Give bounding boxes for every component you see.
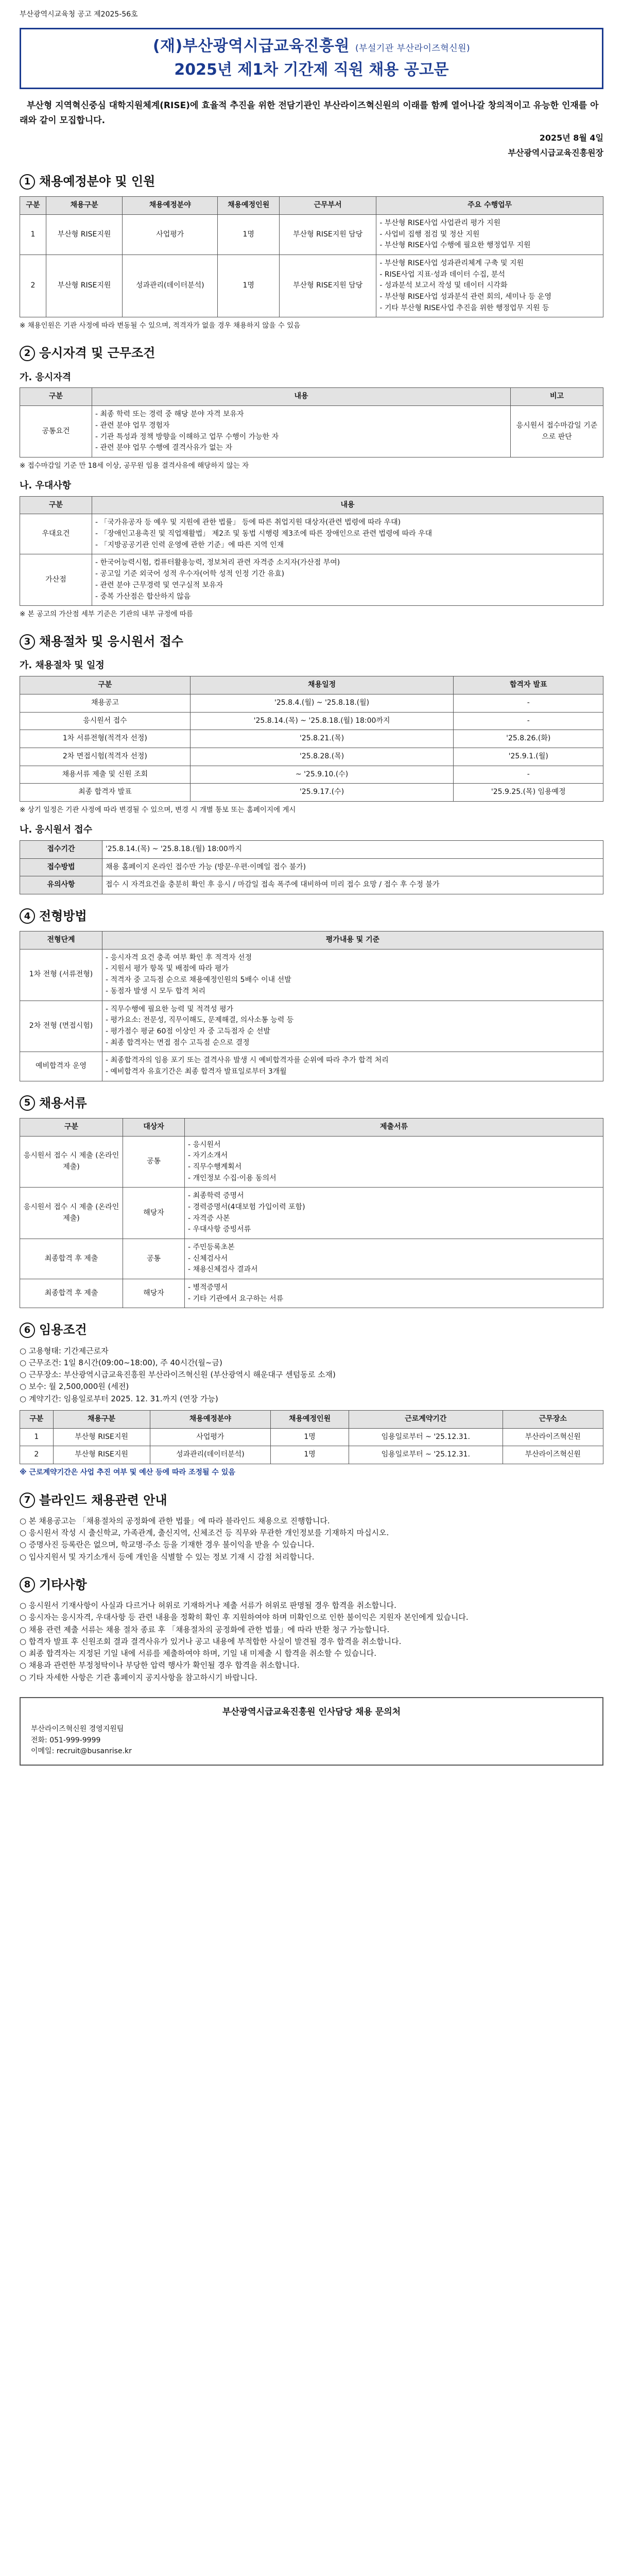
list-item: - 최종 학력 또는 경력 중 해당 분야 자격 보유자 [95, 410, 244, 419]
contract-cell: 2 [20, 1446, 54, 1464]
document-list [185, 1188, 603, 1239]
table-row [20, 694, 603, 712]
application-table [20, 840, 603, 894]
bullet-list [95, 409, 507, 454]
table-row [20, 1001, 603, 1052]
contact-line: 전화: 051-999-9999 [31, 1736, 101, 1744]
schedule-step: 2차 면접시험(적격자 선정) [20, 748, 191, 766]
list-item: - 신체검사서 [188, 1254, 228, 1263]
list-item: - 동점자 발생 시 모두 합격 처리 [106, 987, 206, 995]
bullet-list [95, 517, 600, 551]
list-item: - 관련 분야 업무 경험자 [95, 421, 170, 430]
table-row [20, 712, 603, 730]
list-item: - 지원서 평가 항목 및 배점에 따라 평가 [106, 964, 229, 973]
recruitment-table: 구분 채용구분 채용예정분야 채용예정인원 근무부서 주요 수행업무 1 부산형 RISE지원 사업평가 1명 부산형 RISE지원 담당 - 부산형 RISE사업 사업관리 평가 지원 - 사업비 집행 점검 및 정산 지원 - 부산형 RISE사업 수행에 필요한 행정업무 지원 2 부산형 RISE지원 성과관리(데이터분석) 1명 부산형 RISE지원 담당 - 부산형 RISE사업 성과관리체계 구축 및 지원 - RISE사업 지표·성과 데이터 수집, 분석 - 성과분석 보고서 작성 및 데이터 시각화 - 부산형 RISE사업 성과분석 관련 회의, 세미나 등 운영 - 기타 부산형 RISE사업 추진을 위한 행정업무 지원 등 [20, 196, 603, 317]
contract-cell: 부산형 RISE지원 [53, 1446, 150, 1464]
section-1-note: ※ 채용인원은 기관 사정에 따라 변동될 수 있으며, 적격자가 없을 경우 채용하지 않을 수 있음 [20, 321, 301, 330]
list-item: - 최종학력 증명서 [188, 1192, 244, 1200]
schedule-date: ~ '25.9.10.(수) [190, 766, 454, 784]
table-row [20, 554, 603, 606]
list-item: - 관련 분야 근무경력 및 연구실적 보유자 [95, 581, 223, 589]
table-row [20, 784, 603, 802]
list-item: - 부산형 RISE사업 성과관리체계 구축 및 지원 [379, 259, 524, 267]
schedule-step: 1차 서류전형(적격자 선정) [20, 730, 191, 748]
table-row [20, 1446, 603, 1464]
apply-label: 접수기간 [20, 840, 102, 858]
list-item: - 관련 분야 업무 수행에 결격사유가 없는 자 [95, 444, 233, 452]
contact-box [20, 1697, 603, 1766]
list-item: - 개인정보 수집·이용 동의서 [188, 1174, 276, 1182]
apply-value: 채용 홈페이지 온라인 접수만 가능 (방문·우편·이메일 접수 불가) [102, 858, 603, 876]
blind-item: ○ 증명사진 등록란은 없으며, 학교명·주소 등을 기재한 경우 불이익을 받을 수 있습니다. [20, 1540, 315, 1550]
document-target: 공통 [123, 1136, 185, 1188]
notice-page: 부산광역시교육청 공고 제2025-56호 (재)부산광역시급교육진흥원 (부설기관 부산라이즈혁신원) 2025년 제1차 기간제 직원 채용 공고문 부산형 지역혁신중심 대학지원체계(RISE)에 효율적 추진을 위한 전담기관인 부산라이즈혁신원의 이래를 함께 열어나갈 창의적이고 유능한 인재를 아래와 같이 모집합니다. 2025년 8월 4일 부산광역시급교육진흥원장 1 채용예정분야 및 인원 구분 채용구분 채용예정분야 채용예정인원 근무부서 주요 수행업무 1 부산형 RISE지원 사업평가 1명 부산형 RISE지원 담당 - 부산형 RISE사업 사업관리 평가 지원 - 사업비 집행 점검 및 정산 지원 - 부산형 RISE사업 수행에 필요한 행정업무 지원 2 부산형 RISE지원 성과관리(데이터분석) 1명 부산형 RISE지원 담당 - 부산형 RISE사업 성과관리체계 구축 및 지원 - RISE사업 지표·성과 데이터 수집, 분석 - 성과분석 보고서 작성 및 데이터 시각화 - 부산형 RISE사업 성과분석 관련 회의, 세미나 등 운영 - 기타 부산형 RISE사업 추진을 위한 행정업무 지원 등 ※ 채용인원은 기관 사정에 따라 변동될 수 있으며, 적격자가 없을 경우 채용하지 않을 수 있음 2 응시자격 및 근무조건 가. 응시자격 구분 내용 비고 공통요건 - 최종 학력 또는 경력 중 해당 분야 자격 보유자 - 관련 분야 업무 경험자 - 기관 특성과 정책 방향을 이해하고 업무 수행이 가능한 자 - 관련 분야 업무 수행에 결격사유가 없는 자 응시원서 접수마감일 기준으로 판단 ※ 접수마감일 기준 만 18세 이상, 공무원 임용 결격사유에 해당하지 않는 자 나. 우대사항 구분 내용 우대요건 - 「국가유공자 등 예우 및 지원에 관한 법률」 등에 따른 취업지원 대상자(관련 법령에 따라 우대) - 「장애인고용촉진 및 직업재활법」 제2조 및 동법 시행령 제3조에 따른 장애인으로 관련 법령에 따라 우대 - 「지방공공기관 인력 운영에 관한 기준」에 따른 지역 인재 가산점 - 한국어능력시험, 컴퓨터활용능력, 정보처리 관련 자격증 소지자(가산점 부여) - 공고일 기준 외국어 성적 우수자(어학 성적 인정 기간 유효) - 관련 분야 근무경력 및 연구실적 보유자 - 중복 가산점은 합산하지 않음 ※ 본 공고의 가산점 세부 기준은 기관의 내부 규정에 따름 3 채용절차 및 응시원서 접수 가. 채용절차 및 일정 구분 채용일정 합격자 발표 채용공고 '25.8.4.(월) ~ '25.8.18.(월) - 응시원서 접수 '25.8.14.(목) ~ '25.8.18.(월) 18:00까지 - 1차 서류전형(적격자 선정) '25.8.21.(목) '25.8.26.(화) 2차 면접시험(적격자 선정) '25.8.28.(목) '25.9.1.(월) 채용서류 제출 및 신원 조회 ~ '25.9.10.(수) - 최종 합격자 발표 '25.9.17.(수) '25.9.25.(목) 임용예정 ※ 상기 일정은 기관 사정에 따라 변경될 수 있으며, 변경 시 개별 통보 또는 홈페이지에 게시 나. 응시원서 접수 접수기간 '25.8.14.(목) ~ '25.8.18.(월) 18:00까지 접수방법 채용 홈페이지 온라인 접수만 가능 (방문·우편·이메일 접수 불가) 유의사항 접수 시 자격요건을 충분히 확인 후 응시 / 마감일 접속 폭주에 대비하여 미리 접수 요망 / 접수 후 수정 불가 4 전형방법 전형단계 평가내용 및 기준 1차 전형 (서류전형) - 응시자격 요건 충족 여부 확인 후 적격자 선정 - 지원서 평가 항목 및 배점에 따라 평가 - 적격자 중 고득점 순으로 채용예정인원의 5배수 이내 선발 - 동점자 발생 시 모두 합격 처리 2차 전형 (면접시험) - 직무수행에 필요한 능력 및 적격성 평가 - 평가요소: 전문성, 직무이해도, 문제해결, 의사소통 능력 등 - 평가점수 평균 60점 이상인 자 중 고득점자 순 선발 - 최종 합격자는 면접 점수 고득점 순으로 결정 예비합격자 운영 - 최종합격자의 임용 포기 또는 결격사유 발생 시 예비합격자를 순위에 따라 추가 합격 처리 - 예비합격자 유효기간은 최종 합격자 발표일로부터 3개월 5 채용서류 구분 대상자 제출서류 응시원서 접수 시 제출 (온라인 제출) 공통 - 응시원서 - 자기소개서 - 직무수행계획서 - 개인정보 수집·이용 동의서 응시원서 접수 시 제출 (온라인 제출) 해당자 - 최종학력 증명서 - 경력증명서(4대보험 가입이력 포함) - 자격증 사본 - 우대사항 증빙서류 최종합격 후 제출 공통 - 주민등록초본 - 신체검사서 - 채용신체검사 결과서 최종합격 후 제출 해당자 - 병적증명서 - 기타 기관에서 요구하는 서류 6 임용조건 ○ 고용형태: 기간제근로자 ○ 근무조건: 1일 8시간(09:00~18:00), 주 40시간(월~금) ○ 근무장소: 부산광역시급교육진흥원 부산라이즈혁신원 (부산광역시 해운대구 센텀동로 소재) ○ 보수: 월 2,500,000원 (세전) ○ 계약기간: 임용일로부터 2025. 12. 31.까지 (연장 가능) 구분 채용구분 채용예정분야 채용예정인원 근로계약기간 근무장소 1 부산형 RISE지원 사업평가 1명 임용일로부터 ~ '25.12.31. 부산라이즈혁신원 2 부산형 RISE지원 성과관리(데이터분석) 1명 임용일로부터 ~ '25.12.31. 부산라이즈혁신원 ※ 근로계약기간은 사업 추진 여부 및 예산 등에 따라 조정될 수 있음 7 블라인드 채용관련 안내 ○ 본 채용공고는 「채용절차의 공정화에 관한 법률」에 따라 블라인드 채용으로 진행합니다. ○ 응시원서 작성 시 출신학교, 가족관계, 출신지역, 신체조건 등 직무와 무관한 개인정보를 기재하지 마십시오. ○ 증명사진 등록란은 없으며, 학교명·주소 등을 기재한 경우 불이익을 받을 수 있습니다. ○ 입사지원서 및 자기소개서 등에 개인을 식별할 수 있는 정보 기재 시 감점 처리합니다. 8 기타사항 ○ 응시원서 기재사항이 사실과 다르거나 허위로 기재하거나 제출 서류가 허위로 판명될 경우 합격을 취소합니다. ○ 응시자는 응시자격, 우대사항 등 관련 내용을 정확히 확인 후 지원하여야 하며 미확인으로 인한 불이익은 지원자 본인에게 있습니다. ○ 채용 관련 제출 서류는 채용 절차 종료 후 「채용절차의 공정화에 관한 법률」에 따라 반환 청구 가능합니다. ○ 합격자 발표 후 신원조회 결과 결격사유가 있거나 공고 내용에 부적합한 사실이 발견될 경우 합격을 취소합니다. ○ 최종 합격자는 지정된 기일 내에 서류를 제출하여야 하며, 기일 내 미제출 시 합격을 취소할 수 있습니다. ○ 채용과 관련한 부정청탁이나 부당한 압력 행사가 확인될 경우 합격을 취소합니다. ○ 기타 자세한 사항은 기관 홈페이지 공지사항을 참고하시기 바랍니다. 부산광역시급교육진흥원 인사담당 채용 문의처 부산라이즈혁신원 경영지원팀 전화: 051-999-9999 이메일: recruit@busanrise.kr [0, 0, 623, 1786]
table-row [20, 514, 603, 554]
contract-cell: 사업평가 [150, 1428, 271, 1446]
document-list [185, 1136, 603, 1188]
qualification-note: 응시원서 접수마감일 기준으로 판단 [511, 406, 603, 457]
bullet-list [379, 258, 600, 314]
section-5-title: 5 채용서류 [20, 1094, 603, 1113]
selection-stage: 2차 전형 (면접시험) [20, 1001, 102, 1052]
list-item: - 적격자 중 고득점 순으로 채용예정인원의 5배수 이내 선발 [106, 976, 291, 985]
list-item: - 기타 부산형 RISE사업 추진을 위한 행정업무 지원 등 [379, 303, 549, 312]
section-number: 1 [20, 174, 35, 190]
list-item: - 경력증명서(4대보험 가입이력 포함) [188, 1202, 305, 1211]
bullet-list [379, 218, 600, 251]
list-item: - 자기소개서 [188, 1151, 228, 1160]
preference-table: 구분 내용 우대요건 - 「국가유공자 등 예우 및 지원에 관한 법률」 등에 따른 취업지원 대상자(관련 법령에 따라 우대) - 「장애인고용촉진 및 직업재활법」 제2조 및 동법 시행령 제3조에 따른 장애인으로 관련 법령에 따라 우대 - 「지방공공기관 인력 운영에 관한 기준」에 따른 지역 인재 가산점 - 한국어능력시험, 컴퓨터활용능력, 정보처리 관련 자격증 소지자(가산점 부여) - 공고일 기준 외국어 성적 우수자(어학 성적 인정 기간 유효) - 관련 분야 근무경력 및 연구실적 보유자 - 중복 가산점은 합산하지 않음 [20, 496, 603, 606]
list-item: - 최종 합격자는 면접 점수 고득점 순으로 결정 [106, 1038, 250, 1047]
list-item: - 「지방공공기관 인력 운영에 관한 기준」에 따른 지역 인재 [95, 540, 284, 549]
condition-item: ○ 보수: 월 2,500,000원 (세전) [20, 1382, 129, 1392]
blind-item: ○ 입사지원서 및 자기소개서 등에 개인을 식별할 수 있는 정보 기재 시 감점 처리합니다. [20, 1552, 315, 1562]
condition-item: ○ 계약기간: 임용일로부터 2025. 12. 31.까지 (연장 가능) [20, 1394, 218, 1403]
document-target: 해당자 [123, 1279, 185, 1308]
department: 부산형 RISE지원 담당 [280, 214, 376, 255]
notice-date: 2025년 8월 4일 [539, 133, 603, 143]
bullet-list [188, 1242, 600, 1276]
section-6-title: 6 임용조건 [20, 1320, 603, 1340]
list-item: - 평가요소: 전문성, 직무이해도, 문제해결, 의사소통 능력 등 [106, 1016, 294, 1025]
duties-cell [376, 214, 603, 255]
contract-cell: 성과관리(데이터분석) [150, 1446, 271, 1464]
bullet-list [188, 1282, 600, 1304]
selection-criteria [102, 1001, 603, 1052]
bullet-list [106, 1055, 600, 1077]
condition-item: ○ 고용형태: 기간제근로자 [20, 1346, 109, 1355]
result-date: '25.9.1.(월) [454, 748, 603, 766]
row-number: 1 [20, 214, 46, 255]
schedule-table: 구분 채용일정 합격자 발표 채용공고 '25.8.4.(월) ~ '25.8.18.(월) - 응시원서 접수 '25.8.14.(목) ~ '25.8.18.(월) 18:00까지 - 1차 서류전형(적격자 선정) '25.8.21.(목) '25.8.26.(화) 2차 면접시험(적격자 선정) '25.8.28.(목) '25.9.1.(월) 채용서류 제출 및 신원 조회 ~ '25.9.10.(수) - 최종 합격자 발표 '25.9.17.(수) '25.9.25.(목) 임용예정 [20, 676, 603, 802]
table-row [20, 730, 603, 748]
bullet-list [188, 1140, 600, 1184]
document-group: 최종합격 후 제출 [20, 1279, 123, 1308]
other-item: ○ 채용 관련 제출 서류는 채용 절차 종료 후 「채용절차의 공정화에 관한 법률」에 따라 반환 청구 가능합니다. [20, 1624, 390, 1634]
table-row [20, 766, 603, 784]
bullet-list [95, 557, 600, 602]
table-row [20, 1239, 603, 1279]
selection-stage: 예비합격자 운영 [20, 1052, 102, 1081]
list-item: - 우대사항 증빙서류 [188, 1225, 251, 1234]
table-row [20, 840, 603, 858]
list-item: - 부산형 RISE사업 사업관리 평가 지원 [379, 218, 501, 227]
title-box [20, 28, 603, 89]
contract-cell: 1명 [271, 1446, 349, 1464]
documents-table: 구분 대상자 제출서류 응시원서 접수 시 제출 (온라인 제출) 공통 - 응시원서 - 자기소개서 - 직무수행계획서 - 개인정보 수집·이용 동의서 응시원서 접수 시 제출 (온라인 제출) 해당자 - 최종학력 증명서 - 경력증명서(4대보험 가입이력 포함) - 자격증 사본 - 우대사항 증빙서류 최종합격 후 제출 공통 - 주민등록초본 - 신체검사서 - 채용신체검사 결과서 최종합격 후 제출 해당자 - 병적증명서 - 기타 기관에서 요구하는 서류 [20, 1118, 603, 1309]
list-item: - 최종합격자의 임용 포기 또는 결격사유 발생 시 예비합격자를 순위에 따라 추가 합격 처리 [106, 1056, 389, 1065]
table-row [20, 1279, 603, 1308]
document-list [185, 1279, 603, 1308]
list-item: - 중복 가산점은 합산하지 않음 [95, 592, 191, 601]
list-item: - 부산형 RISE사업 수행에 필요한 행정업무 지원 [379, 241, 531, 250]
table-row [20, 1428, 603, 1446]
document-list [185, 1239, 603, 1279]
title-subtitle: (부설기관 부산라이즈혁신원) [355, 43, 471, 54]
duties-cell [376, 255, 603, 317]
contract-cell: 1 [20, 1428, 54, 1446]
document-target: 해당자 [123, 1188, 185, 1239]
selection-table: 전형단계 평가내용 및 기준 1차 전형 (서류전형) - 응시자격 요건 충족 여부 확인 후 적격자 선정 - 지원서 평가 항목 및 배점에 따라 평가 - 적격자 중 고득점 순으로 채용예정인원의 5배수 이내 선발 - 동점자 발생 시 모두 합격 처리 2차 전형 (면접시험) - 직무수행에 필요한 능력 및 적격성 평가 - 평가요소: 전문성, 직무이해도, 문제해결, 의사소통 능력 등 - 평가점수 평균 60점 이상인 자 중 고득점자 순 선발 - 최종 합격자는 면접 점수 고득점 순으로 결정 예비합격자 운영 - 최종합격자의 임용 포기 또는 결격사유 발생 시 예비합격자를 순위에 따라 추가 합격 처리 - 예비합격자 유효기간은 최종 합격자 발표일로부터 3개월 [20, 931, 603, 1081]
apply-label: 유의사항 [20, 876, 102, 894]
row-number: 2 [20, 255, 46, 317]
list-item: - 평가점수 평균 60점 이상인 자 중 고득점자 순 선발 [106, 1027, 270, 1036]
schedule-date: '25.9.17.(수) [190, 784, 454, 802]
title-notice: 2025년 제1차 기간제 직원 채용 공고문 [174, 61, 449, 79]
qualification-type: 공통요건 [20, 406, 92, 457]
table-row [20, 1052, 603, 1081]
table-row [20, 406, 603, 457]
schedule-date: '25.8.4.(월) ~ '25.8.18.(월) [190, 694, 454, 712]
schedule-date: '25.8.21.(목) [190, 730, 454, 748]
selection-stage: 1차 전형 (서류전형) [20, 949, 102, 1001]
table-row [20, 1188, 603, 1239]
other-item: ○ 응시자는 응시자격, 우대사항 등 관련 내용을 정확히 확인 후 지원하여야 하며 미확인으로 인한 불이익은 지원자 본인에게 있습니다. [20, 1613, 469, 1622]
organization-sign: 부산광역시급교육진흥원장 [508, 148, 603, 158]
preference-subtitle: 나. 우대사항 [20, 480, 72, 491]
schedule-step: 채용공고 [20, 694, 191, 712]
schedule-step: 채용서류 제출 및 신원 조회 [20, 766, 191, 784]
table-row [20, 214, 603, 255]
table-row [20, 949, 603, 1001]
apply-value: 접수 시 자격요건을 충분히 확인 후 응시 / 마감일 접속 폭주에 대비하여 미리 접수 요망 / 접수 후 수정 불가 [102, 876, 603, 894]
bullet-list [106, 953, 600, 997]
section-2-title: 2 응시자격 및 근무조건 [20, 344, 603, 363]
section-7-title: 7 블라인드 채용관련 안내 [20, 1491, 603, 1510]
contract-cell: 부산형 RISE지원 [53, 1428, 150, 1446]
list-item: - 성과분석 보고서 작성 및 데이터 시각화 [379, 281, 508, 290]
result-date: - [454, 712, 603, 730]
schedule-date: '25.8.14.(목) ~ '25.8.18.(월) 18:00까지 [190, 712, 454, 730]
list-item: - 응시원서 [188, 1140, 221, 1149]
list-item: - 한국어능력시험, 컴퓨터활용능력, 정보처리 관련 자격증 소지자(가산점 부여) [95, 558, 340, 567]
result-date: - [454, 766, 603, 784]
title-main: (재)부산광역시급교육진흥원 [152, 37, 350, 55]
recruit-field: 성과관리(데이터분석) [123, 255, 218, 317]
other-item: ○ 응시원서 기재사항이 사실과 다르거나 허위로 기재하거나 제출 서류가 허위로 판명될 경우 합격을 취소합니다. [20, 1601, 396, 1610]
table-row [20, 748, 603, 766]
intro-text: 부산형 지역혁신중심 대학지원체계(RISE)에 효율적 추진을 위한 전담기관인 부산라이즈혁신원의 이래를 함께 열어나갈 창의적이고 유능한 인재를 아래와 같이 모집합니다. [20, 100, 599, 126]
recruit-type: 부산형 RISE지원 [46, 214, 122, 255]
employment-conditions [20, 1345, 603, 1405]
table-row [20, 1136, 603, 1188]
qualification-table: 구분 내용 비고 공통요건 - 최종 학력 또는 경력 중 해당 분야 자격 보유자 - 관련 분야 업무 경험자 - 기관 특성과 정책 방향을 이해하고 업무 수행이 가능한 자 - 관련 분야 업무 수행에 결격사유가 없는 자 응시원서 접수마감일 기준으로 판단 [20, 387, 603, 457]
list-item: - 「장애인고용촉진 및 직업재활법」 제2조 및 동법 시행령 제3조에 따른 장애인으로 관련 법령에 따라 우대 [95, 530, 432, 538]
table-row [20, 255, 603, 317]
condition-item: ○ 근무장소: 부산광역시급교육진흥원 부산라이즈혁신원 (부산광역시 해운대구 센텀동로 소재) [20, 1370, 336, 1380]
blind-item: ○ 응시원서 작성 시 출신학교, 가족관계, 출신지역, 신체조건 등 직무와 무관한 개인정보를 기재하지 마십시오. [20, 1528, 389, 1538]
preference-type: 가산점 [20, 554, 92, 606]
bullet-list [188, 1191, 600, 1235]
table-row [20, 876, 603, 894]
section-8-title: 8 기타사항 [20, 1575, 603, 1595]
list-item: - 주민등록초본 [188, 1243, 235, 1251]
schedule-step: 최종 합격자 발표 [20, 784, 191, 802]
list-item: - 기관 특성과 정책 방향을 이해하고 업무 수행이 가능한 자 [95, 432, 279, 441]
contract-cell: 임용일로부터 ~ '25.12.31. [349, 1446, 503, 1464]
contact-line: 이메일: recruit@busanrise.kr [31, 1747, 132, 1756]
apply-label: 접수방법 [20, 858, 102, 876]
qualification-items [92, 406, 511, 457]
list-item: - 병적증명서 [188, 1283, 228, 1292]
bullet-list [106, 1004, 600, 1049]
schedule-step: 응시원서 접수 [20, 712, 191, 730]
other-item: ○ 합격자 발표 후 신원조회 결과 결격사유가 있거나 공고 내용에 부적합한 사실이 발견될 경우 합격을 취소합니다. [20, 1636, 402, 1646]
preference-items [92, 554, 603, 606]
condition-item: ○ 근무조건: 1일 8시간(09:00~18:00), 주 40시간(월~금) [20, 1358, 222, 1367]
apply-value: '25.8.14.(목) ~ '25.8.18.(월) 18:00까지 [102, 840, 603, 858]
recruit-field: 사업평가 [123, 214, 218, 255]
table-row [20, 858, 603, 876]
recruit-count: 1명 [218, 255, 280, 317]
list-item: - 직무수행계획서 [188, 1162, 242, 1171]
section-1-title: 1 채용예정분야 및 인원 [20, 172, 603, 191]
blind-recruitment-list [20, 1515, 603, 1563]
other-item: ○ 기타 자세한 사항은 기관 홈페이지 공지사항을 참고하시기 바랍니다. [20, 1672, 257, 1682]
contract-cell: 임용일로부터 ~ '25.12.31. [349, 1428, 503, 1446]
contract-cell: 1명 [271, 1428, 349, 1446]
section-3-title: 3 채용절차 및 응시원서 접수 [20, 632, 603, 651]
contract-table: 구분 채용구분 채용예정분야 채용예정인원 근로계약기간 근무장소 1 부산형 RISE지원 사업평가 1명 임용일로부터 ~ '25.12.31. 부산라이즈혁신원 2 부산형 RISE지원 성과관리(데이터분석) 1명 임용일로부터 ~ '25.12.31. 부산라이즈혁신원 [20, 1410, 603, 1464]
department: 부산형 RISE지원 담당 [280, 255, 376, 317]
result-date: - [454, 694, 603, 712]
other-item: ○ 채용과 관련한 부정청탁이나 부당한 압력 행사가 확인될 경우 합격을 취소합니다. [20, 1660, 300, 1670]
document-number: 부산광역시교육청 공고 제2025-56호 [20, 10, 138, 19]
document-group: 응시원서 접수 시 제출 (온라인 제출) [20, 1188, 123, 1239]
blind-item: ○ 본 채용공고는 「채용절차의 공정화에 관한 법률」에 따라 블라인드 채용으로 진행합니다. [20, 1516, 330, 1526]
document-group: 최종합격 후 제출 [20, 1239, 123, 1279]
list-item: - 예비합격자 유효기간은 최종 합격자 발표일로부터 3개월 [106, 1067, 287, 1076]
selection-criteria [102, 1052, 603, 1081]
list-item: - 자격증 사본 [188, 1214, 230, 1223]
list-item: - RISE사업 지표·성과 데이터 수집, 분석 [379, 270, 505, 279]
schedule-date: '25.8.28.(목) [190, 748, 454, 766]
list-item: - 부산형 RISE사업 성과분석 관련 회의, 세미나 등 운영 [379, 293, 551, 301]
other-notes-list [20, 1600, 603, 1684]
list-item: - 「국가유공자 등 예우 및 지원에 관한 법률」 등에 따른 취업지원 대상자(관련 법령에 따라 우대) [95, 518, 401, 527]
list-item: - 채용신체검사 결과서 [188, 1265, 258, 1274]
selection-criteria [102, 949, 603, 1001]
result-date: '25.9.25.(목) 임용예정 [454, 784, 603, 802]
contract-cell: 부산라이즈혁신원 [503, 1428, 603, 1446]
list-item: - 공고일 기준 외국어 성적 우수자(어학 성적 인정 기간 유효) [95, 570, 285, 579]
preference-items [92, 514, 603, 554]
list-item: - 기타 기관에서 요구하는 서류 [188, 1294, 284, 1303]
section-4-title: 4 전형방법 [20, 907, 603, 926]
document-target: 공통 [123, 1239, 185, 1279]
contact-title: 부산광역시급교육진흥원 인사담당 채용 문의처 [222, 1706, 401, 1717]
document-group: 응시원서 접수 시 제출 (온라인 제출) [20, 1136, 123, 1188]
other-item: ○ 최종 합격자는 지정된 기일 내에 서류를 제출하여야 하며, 기일 내 미제출 시 합격을 취소할 수 있습니다. [20, 1649, 377, 1658]
preference-type: 우대요건 [20, 514, 92, 554]
list-item: - 직무수행에 필요한 능력 및 적격성 평가 [106, 1005, 234, 1013]
recruit-type: 부산형 RISE지원 [46, 255, 122, 317]
qualification-subtitle: 가. 응시자격 [20, 371, 72, 383]
contract-cell: 부산라이즈혁신원 [503, 1446, 603, 1464]
list-item: - 응시자격 요건 충족 여부 확인 후 적격자 선정 [106, 953, 252, 962]
list-item: - 사업비 집행 점검 및 정산 지원 [379, 230, 480, 239]
result-date: '25.8.26.(화) [454, 730, 603, 748]
contact-line: 부산라이즈혁신원 경영지원팀 [31, 1725, 124, 1734]
recruit-count: 1명 [218, 214, 280, 255]
